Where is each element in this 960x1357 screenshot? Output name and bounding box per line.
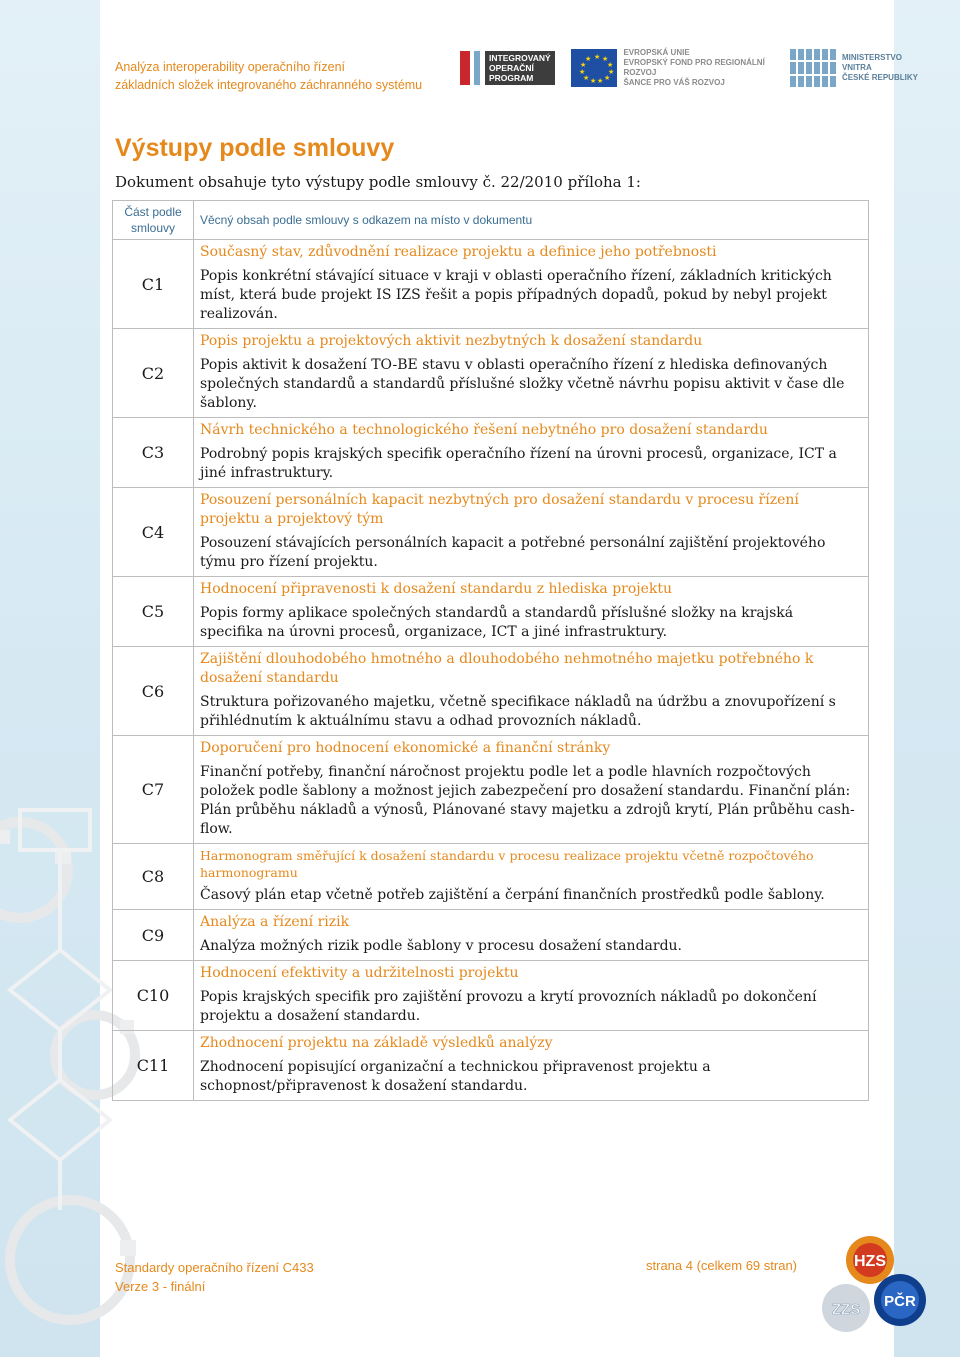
sponsor-logos xyxy=(460,46,930,92)
eu-flag-icon: ★ ★ ★ ★ ★ ★ ★ ★ ★ ★ ★ xyxy=(571,49,617,87)
column-header-part xyxy=(113,201,194,240)
ems-badges-icon xyxy=(818,1228,938,1338)
output-description: Analýza možných rizik podle šablony v procesu dosažení standardu. xyxy=(200,938,682,954)
output-code: C1 xyxy=(113,240,194,329)
pcr-badge-label: PČR xyxy=(884,1293,916,1310)
header-line-1: Analýza interoperability operačního řízení xyxy=(115,60,345,74)
page-title: Výstupy podle smlouvy xyxy=(115,134,395,162)
output-description: Popis krajských specifik pro zajištění provozu a krytí provozních nákladů po dokončení projektu a dosažení standardu. xyxy=(200,989,817,1024)
table-row xyxy=(113,961,869,1031)
output-heading: Zajištění dlouhodobého hmotného a dlouhodobého nehmotného majetku potřebného k dosažení standardu xyxy=(200,651,814,686)
output-heading: Posouzení personálních kapacit nezbytných pro dosažení standardu v procesu řízení projektu a projektový tým xyxy=(200,492,799,527)
output-code: C7 xyxy=(113,736,194,844)
iop-logo-line: PROGRAM xyxy=(489,73,534,83)
outputs-table xyxy=(112,200,869,1101)
column-header-content: Věcný obsah podle smlouvy s odkazem na místo v dokumentu xyxy=(194,201,869,240)
table-row xyxy=(113,418,869,488)
output-code: C8 xyxy=(113,844,194,910)
table-header-row xyxy=(113,201,869,240)
output-code: C3 xyxy=(113,418,194,488)
output-description: Posouzení stávajících personálních kapacit a potřebné personální zajištění projektového týmu pro řízení projektu. xyxy=(200,535,826,570)
output-code: C11 xyxy=(113,1031,194,1101)
ministry-logo-line: ČESKÉ REPUBLIKY xyxy=(841,73,918,82)
table-row xyxy=(113,736,869,844)
output-code: C4 xyxy=(113,488,194,577)
output-code: C10 xyxy=(113,961,194,1031)
output-description: Struktura pořizovaného majetku, včetně specifikace nákladů na údržbu a znovupořízení s přihlédnutím k aktuálnímu stavu a odhad provozních nákladů. xyxy=(200,694,836,729)
eu-logo-line: EVROPSKÁ UNIE xyxy=(623,48,690,57)
header-line-2: základních složek integrovaného záchranného systému xyxy=(115,78,423,92)
eu-logo-line: ŠANCE PRO VÁŠ ROZVOJ xyxy=(623,78,725,87)
zzs-badge-label: ZZS xyxy=(831,1301,861,1318)
intro-text: Dokument obsahuje tyto výstupy podle smlouvy č. 22/2010 příloha 1: xyxy=(115,173,641,191)
output-content xyxy=(194,488,869,577)
output-description: Časový plán etap včetně potřeb zajištění a čerpání finančních prostředků podle šablony. xyxy=(200,887,825,903)
table-row xyxy=(113,240,869,329)
output-heading: Doporučení pro hodnocení ekonomické a finanční stránky xyxy=(200,740,611,756)
output-content xyxy=(194,240,869,329)
hzs-badge-label: HZS xyxy=(854,1253,886,1270)
table-row xyxy=(113,844,869,910)
output-code: C2 xyxy=(113,329,194,418)
output-description: Popis aktivit k dosažení TO-BE stavu v oblasti operačního řízení z hlediska definovaných společných standardů a standardů příslušné složky včetně návrhu popisu aktivit v čase dle šablony. xyxy=(200,357,845,411)
ministry-of-interior-logo xyxy=(790,46,930,90)
table-row xyxy=(113,647,869,736)
output-content xyxy=(194,647,869,736)
output-code: C5 xyxy=(113,577,194,647)
iop-blue-mark-icon xyxy=(474,51,480,85)
output-description: Popis formy aplikace společných standardů a standardů příslušné složky na krajská specifika na úrovni procesů, organizace, ICT a jiné infrastruktury. xyxy=(200,605,794,640)
output-content xyxy=(194,577,869,647)
eu-logo-line: EVROPSKÝ FOND PRO REGIONÁLNÍ ROZVOJ xyxy=(623,58,765,77)
output-heading: Hodnocení připravenosti k dosažení standardu z hlediska projektu xyxy=(200,581,673,597)
output-heading: Návrh technického a technologického řešení nebytného pro dosažení standardu xyxy=(200,422,768,438)
table-row xyxy=(113,488,869,577)
footer-page-number: strana 4 (celkem 69 stran) xyxy=(646,1258,798,1273)
output-heading: Zhodnocení projektu na základě výsledků analýzy xyxy=(200,1035,553,1051)
footer-version: Verze 3 - finální xyxy=(115,1279,206,1294)
table-row xyxy=(113,329,869,418)
footer-left xyxy=(115,1258,314,1296)
output-content xyxy=(194,1031,869,1101)
column-header-part-line: smlouvy xyxy=(130,221,175,235)
footer-standard-name: Standardy operačního řízení C433 xyxy=(115,1260,314,1275)
hzs-badge-icon xyxy=(846,1236,894,1284)
output-description: Popis konkrétní stávající situace v kraji v oblasti operačního řízení, základních kritických míst, která bude projekt IS IZS řešit a popis případných dopadů, pokud by nebyl projekt realizován. xyxy=(200,268,832,322)
output-heading: Harmonogram směřující k dosažení standardu v procesu realizace projektu včetně rozpočtového harmonogramu xyxy=(200,848,814,880)
iop-logo-line: OPERAČNÍ xyxy=(489,63,534,73)
table-row xyxy=(113,1031,869,1101)
integrated-operational-programme-logo xyxy=(460,46,556,90)
right-background-band xyxy=(894,0,960,1357)
output-content xyxy=(194,329,869,418)
output-heading: Současný stav, zdůvodnění realizace projektu a definice jeho potřebnosti xyxy=(200,244,717,260)
output-content xyxy=(194,418,869,488)
table-body xyxy=(113,240,869,1101)
iop-red-mark-icon xyxy=(460,51,470,85)
document-header xyxy=(115,58,422,94)
output-content xyxy=(194,844,869,910)
output-content xyxy=(194,736,869,844)
column-header-part-line: Část podle xyxy=(124,205,182,219)
output-heading: Popis projektu a projektových aktivit nezbytných k dosažení standardu xyxy=(200,333,703,349)
ministry-mark-icon xyxy=(790,49,836,87)
output-content xyxy=(194,961,869,1031)
output-description: Finanční potřeby, finanční náročnost projektu podle let a podle hlavních rozpočtových položek podle šablony a možnost jejich zabezpečení pro dosažení standardu. Finanční plán: Plán průběhu nákladů a výnosů, Plánované stavy majetku a zdrojů krytí, Plán průběhu cash-flow. xyxy=(200,764,855,837)
output-heading: Analýza a řízení rizik xyxy=(200,914,350,930)
output-code: C9 xyxy=(113,910,194,961)
eu-logo xyxy=(571,46,781,90)
output-heading: Hodnocení efektivity a udržitelnosti projektu xyxy=(200,965,519,981)
iop-logo-line: INTEGROVANÝ xyxy=(489,53,551,63)
output-content xyxy=(194,910,869,961)
output-description: Zhodnocení popisující organizační a technickou připravenost projektu a schopnost/připravenost k dosažení standardu. xyxy=(200,1059,711,1094)
zzs-badge-icon xyxy=(822,1284,870,1332)
output-description: Podrobný popis krajských specifik operačního řízení na úrovni procesů, organizace, ICT a jiné infrastruktury. xyxy=(200,446,837,481)
ministry-logo-line: MINISTERSTVO VNITRA xyxy=(841,53,902,72)
table-row xyxy=(113,577,869,647)
pcr-badge-icon xyxy=(874,1274,926,1326)
table-row xyxy=(113,910,869,961)
output-code: C6 xyxy=(113,647,194,736)
